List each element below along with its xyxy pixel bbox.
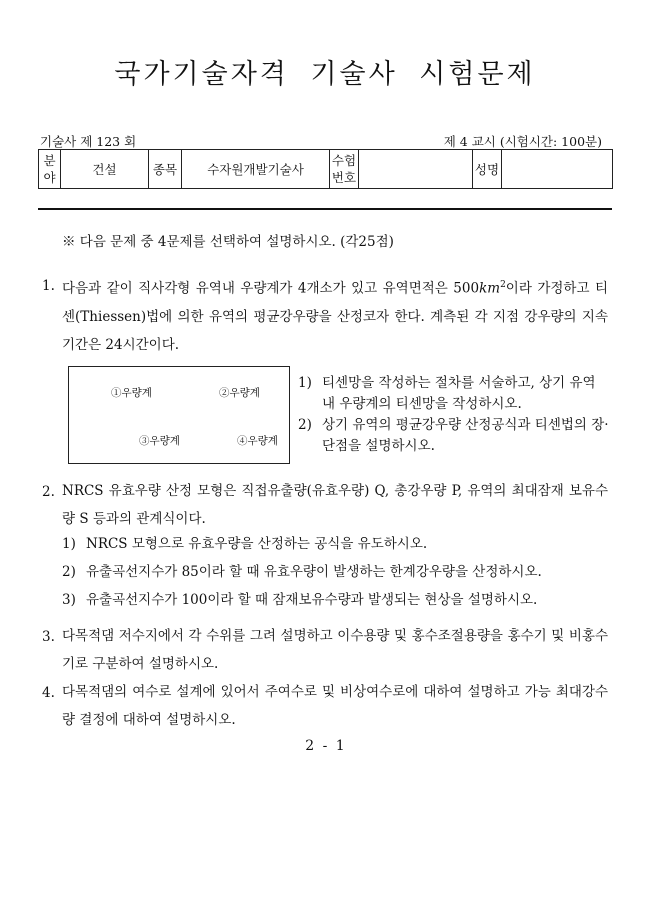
name-field[interactable] (502, 150, 613, 189)
sub-text: 티센망을 작성하는 절차를 서술하고, 상기 유역 내 우량계의 티센망을 작성하시오. (322, 375, 596, 412)
question-2-text: NRCS 유효우량 산정 모형은 직접유출량(유효우량) Q, 총강우량 P, 유역의 최대잠재 보유수량 S 등과의 관계식이다. (62, 483, 608, 527)
question-1-text-after: 이라 가정하고 티센(Thiessen)법에 의한 유역의 평균강우량을 산정코자 한다. 계측된 각 지점 강우량의 지속기간은 24시간이다. (62, 280, 608, 353)
name-label: 성명 (473, 150, 502, 189)
sub-number: 2) (298, 417, 312, 433)
field-value: 건설 (61, 150, 149, 189)
question-2-number: 2. (42, 484, 55, 500)
header-divider (38, 208, 612, 210)
exam-number-field[interactable] (359, 150, 473, 189)
sub-text: 유출곡선지수가 100이라 할 때 잠재보유수량과 발생되는 현상을 설명하시오. (86, 592, 538, 608)
sub-text: 유출곡선지수가 85이라 할 때 유효우량이 발생하는 한계강우량을 산정하시오. (86, 564, 542, 580)
exam-number-label: 수험번호 (330, 150, 359, 189)
document-title: 국가기술자격 기술사 시험문제 (114, 59, 536, 90)
instruction: ※ 다음 문제 중 4문제를 선택하여 설명하시오. (각25점) (62, 234, 394, 250)
question-1-sub-1 (298, 373, 610, 415)
question-2-sub-1 (62, 534, 610, 555)
area-exponent: 2 (500, 280, 506, 290)
item-value: 수자원개발기술사 (182, 150, 330, 189)
sub-text: NRCS 모형으로 유효우량을 산정하는 공식을 유도하시오. (86, 536, 428, 552)
question-1-text-before: 다음과 같이 직사각형 유역내 우량계가 4개소가 있고 유역면적은 500 (62, 280, 480, 297)
rain-gauge-4-label: ④우량계 (237, 435, 278, 447)
sub-number: 1) (62, 536, 76, 552)
field-label: 분야 (39, 150, 61, 189)
item-label: 종목 (149, 150, 182, 189)
sub-number: 3) (62, 592, 76, 608)
sub-text: 상기 유역의 평균강우량 산정공식과 티센법의 장·단점을 설명하시오. (322, 417, 609, 454)
area-unit: km (479, 280, 501, 297)
question-1-sub-2 (298, 415, 610, 457)
rain-gauge-2-label: ②우량계 (219, 387, 260, 399)
exam-session: 제 4 교시 (시험시간: 100분) (443, 134, 602, 149)
question-4-text: 다목적댐의 여수로 설계에 있어서 주여수로 및 비상여수로에 대하여 설명하고 가능 최대강수량 결정에 대하여 설명하시오. (62, 684, 608, 728)
sub-number: 2) (62, 564, 76, 580)
page-number: 2 - 1 (305, 738, 345, 754)
question-1-text (62, 271, 608, 359)
sub-number: 1) (298, 375, 312, 391)
question-1-number: 1. (42, 278, 55, 294)
question-3-number: 3. (42, 629, 55, 645)
exam-round: 기술사 제 123 회 (40, 134, 137, 149)
question-3-text: 다목적댐 저수지에서 각 수위를 그려 설명하고 이수용량 및 홍수조절용량을 홍수기 및 비홍수기로 구분하여 설명하시오. (62, 628, 608, 672)
question-2-sub-3 (62, 590, 610, 611)
rain-gauge-1-label: ①우량계 (111, 387, 152, 399)
question-2-sub-2 (62, 562, 610, 583)
exam-info-table (38, 149, 613, 189)
watershed-figure (68, 366, 290, 464)
question-4-number: 4. (42, 685, 55, 701)
rain-gauge-3-label: ③우량계 (139, 435, 180, 447)
